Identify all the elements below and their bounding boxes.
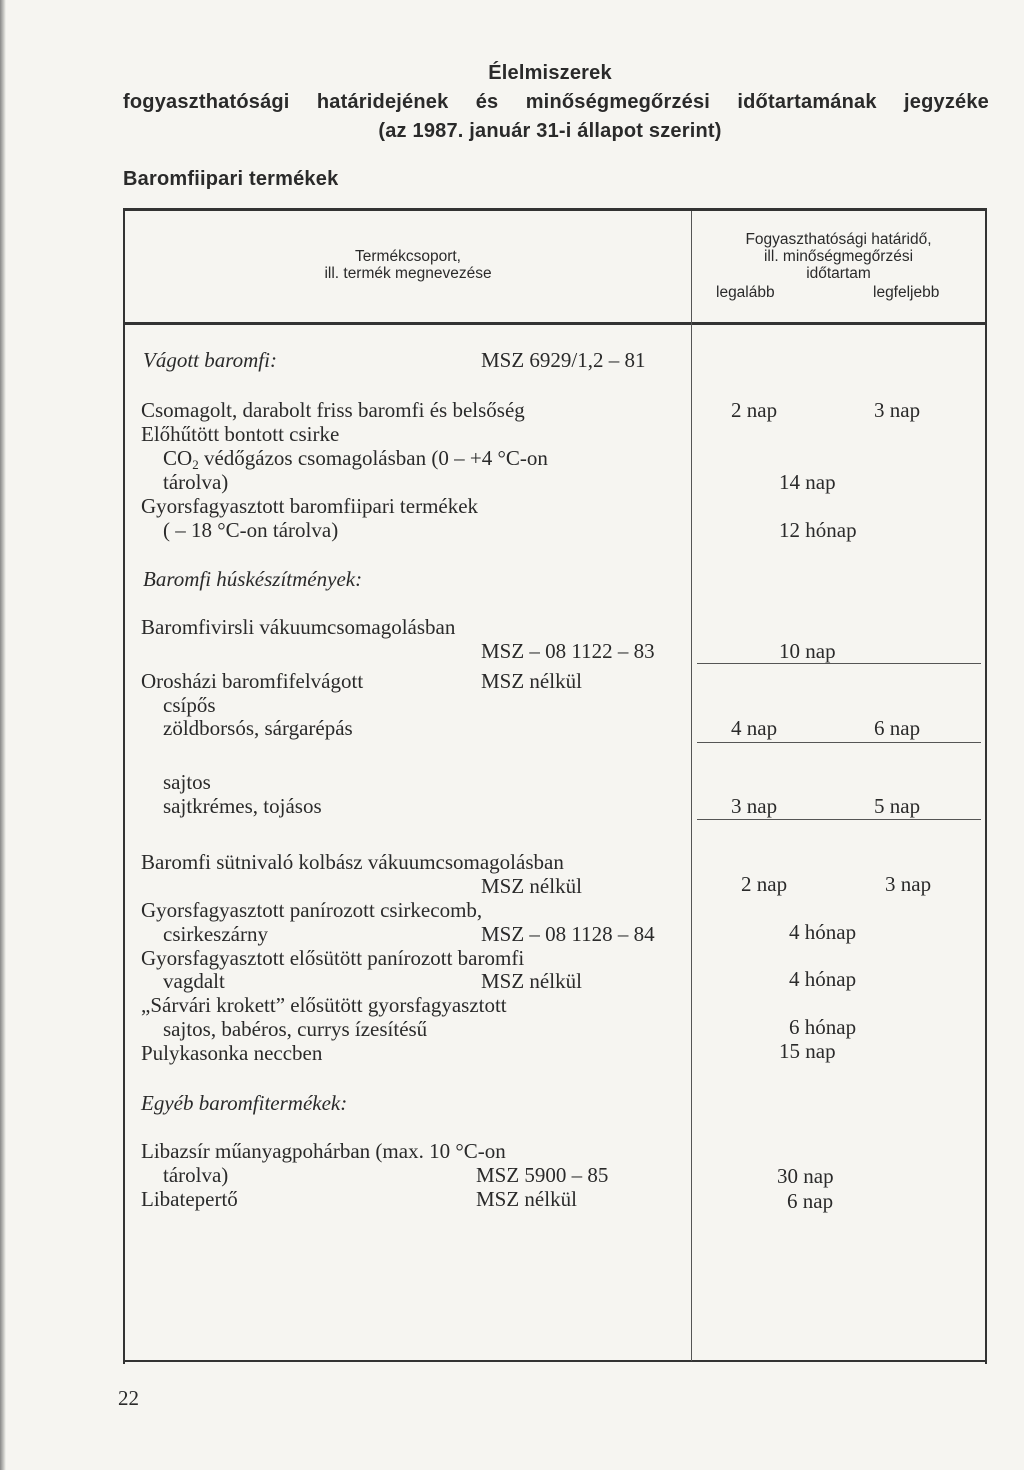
value-single: 4 hónap bbox=[789, 967, 857, 991]
header-left-line-2: ill. termék megnevezése bbox=[324, 265, 492, 282]
row-label: Gyorsfagyasztott baromfiipari termékek bbox=[141, 494, 479, 518]
value-single: 6 nap bbox=[787, 1189, 834, 1213]
header-right-line-1: Fogyaszthatósági határidő, bbox=[745, 231, 932, 248]
value-max: 3 nap bbox=[874, 398, 921, 422]
row-label: ( – 18 °C-on tárolva) bbox=[163, 518, 339, 542]
value-single: 4 hónap bbox=[789, 920, 857, 944]
row-label: Csomagolt, darabolt friss baromfi és belsőség bbox=[141, 398, 525, 422]
row-label: Libatepertő bbox=[141, 1187, 238, 1211]
table-left-border bbox=[123, 208, 125, 1364]
row-label: sajtkrémes, tojásos bbox=[163, 794, 322, 818]
row-label: Gyorsfagyasztott panírozott csirkecomb, bbox=[141, 898, 483, 922]
row-label: „Sárvári krokett” elősütött gyorsfagyasztott bbox=[141, 993, 507, 1017]
title-line-3: (az 1987. január 31-i állapot szerint) bbox=[378, 120, 722, 142]
table-right-border bbox=[985, 208, 987, 1364]
row-standard: MSZ nélkül bbox=[481, 969, 582, 993]
header-right-line-3: időtartam bbox=[806, 265, 871, 282]
row-label: $CO_2$ védőgázos csomagolásban (0 – +4 °C-on bbox=[163, 446, 548, 472]
row-standard: MSZ – 08 1122 – 83 bbox=[481, 639, 655, 663]
value-single: 15 nap bbox=[779, 1039, 836, 1063]
row-label: csirkeszárny bbox=[163, 922, 268, 946]
value-min: 2 nap bbox=[731, 398, 778, 422]
row-label: Baromfivirsli vákuumcsomagolásban bbox=[141, 615, 456, 639]
value-min: 3 nap bbox=[731, 794, 778, 818]
value-single: 30 nap bbox=[777, 1164, 834, 1188]
row-standard: MSZ nélkül bbox=[476, 1187, 577, 1211]
title-line-2: fogyaszthatósági határidejének és minőségmegőrzési időtartamának jegyzéke bbox=[123, 91, 989, 113]
row-label: Baromfi sütnivaló kolbász vákuumcsomagolásban bbox=[141, 850, 564, 874]
header-min-label: legalább bbox=[716, 284, 775, 301]
row-standard: MSZ nélkül bbox=[481, 874, 582, 898]
value-single: 14 nap bbox=[779, 470, 836, 494]
standard-vagott: MSZ 6929/1,2 – 81 bbox=[481, 348, 646, 372]
row-label: sajtos, babéros, currys ízesítésű bbox=[163, 1017, 428, 1041]
row-standard: MSZ – 08 1128 – 84 bbox=[481, 922, 655, 946]
value-max: 5 nap bbox=[874, 794, 921, 818]
row-underline-3 bbox=[697, 819, 981, 820]
row-label: Pulykasonka neccben bbox=[141, 1041, 323, 1065]
header-right-line-2: ill. minőségmegőrzési bbox=[763, 248, 914, 265]
row-label: sajtos bbox=[163, 770, 211, 794]
value-max: 3 nap bbox=[885, 872, 932, 896]
page-number: 22 bbox=[118, 1386, 139, 1410]
header-bottom-border bbox=[123, 322, 987, 325]
row-label: zöldborsós, sárgarépás bbox=[163, 716, 353, 740]
value-single: 10 nap bbox=[779, 639, 836, 663]
group-heading-vagott: Vágott baromfi: bbox=[143, 348, 277, 372]
title-line-1: Élelmiszerek bbox=[488, 62, 612, 84]
value-max: 6 nap bbox=[874, 716, 921, 740]
row-label: Libazsír műanyagpohárban (max. 10 °C-on bbox=[141, 1139, 506, 1163]
row-label: vagdalt bbox=[163, 969, 225, 993]
row-standard: MSZ 5900 – 85 bbox=[476, 1163, 609, 1187]
row-label: csípős bbox=[163, 693, 216, 717]
row-standard: MSZ nélkül bbox=[481, 669, 582, 693]
section-title: Baromfiipari termékek bbox=[123, 168, 339, 190]
row-label: Gyorsfagyasztott elősütött panírozott baromfi bbox=[141, 946, 525, 970]
row-label: tárolva) bbox=[163, 470, 229, 494]
row-label: Előhűtött bontott csirke bbox=[141, 422, 340, 446]
value-single: 6 hónap bbox=[789, 1015, 857, 1039]
value-min: 4 nap bbox=[731, 716, 778, 740]
row-underline-1 bbox=[697, 663, 981, 664]
column-divider bbox=[691, 211, 692, 1361]
row-underline-2 bbox=[697, 742, 981, 743]
page-edge-shadow bbox=[0, 0, 6, 1470]
row-label: tárolva) bbox=[163, 1163, 229, 1187]
value-single: 12 hónap bbox=[779, 518, 857, 542]
table-bottom-border bbox=[123, 1360, 987, 1362]
header-left-line-1: Termékcsoport, bbox=[355, 248, 461, 265]
group-heading-egyeb: Egyéb baromfitermékek: bbox=[141, 1091, 348, 1115]
table-top-border bbox=[123, 208, 987, 211]
value-min: 2 nap bbox=[741, 872, 788, 896]
row-label: Orosházi baromfifelvágott bbox=[141, 669, 364, 693]
header-max-label: legfeljebb bbox=[873, 284, 940, 301]
group-heading-husk: Baromfi húskészítmények: bbox=[143, 567, 363, 591]
